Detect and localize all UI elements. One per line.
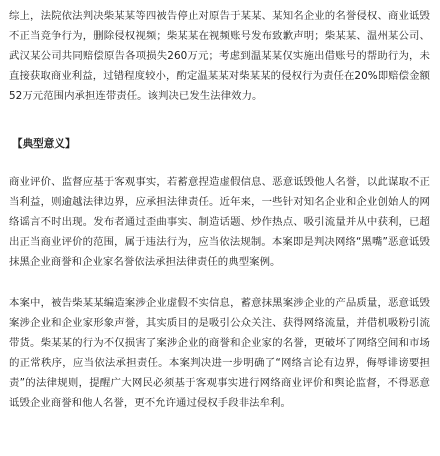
section-heading: 【典型意义】 <box>12 138 76 150</box>
significance-paragraph: 商业评价、监督应基于客观事实，若蓄意捏造虚假信息、恶意诋毁他人名誉，以此谋取不正当利益，则逾越法律边界，应承担法律责任。近年来，一些针对知名企业和企业创始人的网络谣言不时出现。发布者通过歪曲事实、制造话题、炒作热点、吸引流量并从中获利，已超出正当商业评价的范围，属于违法行为，应当依法规制。本案即是判决网络“黑嘴”恶意诋毁抹黑企业商誉和企业家名誉依法承担法律责任的典型案例。 <box>9 176 430 268</box>
judgment-summary-paragraph: 综上，法院依法判决柴某某等四被告停止对原告于某某、某知名企业的名誉侵权、商业诋毁不正当竞争行为，删除侵权视频；柴某某在视频账号发布致歉声明；柴某某、温州某公司、武汉某公司共同赔偿原告各项损失260万元；考虑到温某某仅实施出借账号的帮助行为，未直接获取商业利益，过错程度较小，酌定温某某对柴某某的侵权行为责任在20%即赔偿金额52万元范围内承担连带责任。该判决已发生法律效力。 <box>9 10 430 102</box>
case-analysis-paragraph: 本案中，被告柴某某编造案涉企业虚假不实信息，蓄意抹黑案涉企业的产品质量，恶意诋毁案涉企业和企业家形象声誉，其实质目的是吸引公众关注、获得网络流量，并借机吸粉引流带货。柴某某的行为不仅损害了案涉企业的商誉和企业家的名誉，更破坏了网络空间和市场的正常秩序，应当依法承担责任。本案判决进一步明确了“网络言论有边界，侮辱诽谤要担责”的法律规则，提醒广大网民必须基于客观事实进行网络商业评价和舆论监督，不得恶意诋毁企业商誉和他人名誉，更不允许通过侵权手段非法牟利。 <box>9 297 430 409</box>
paragraph-spacer <box>9 272 430 293</box>
